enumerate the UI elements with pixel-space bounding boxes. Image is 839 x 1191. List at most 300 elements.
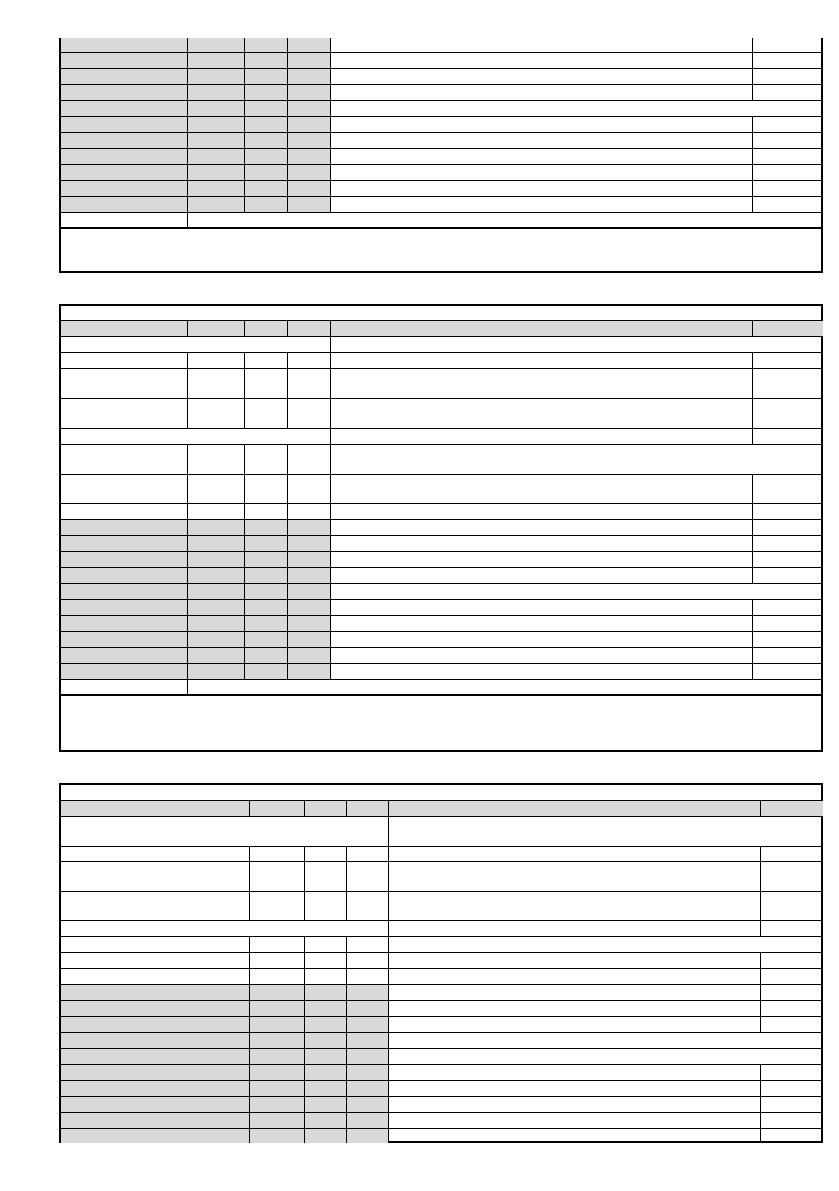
table-cell	[331, 504, 753, 519]
table-cell	[61, 504, 188, 519]
table-row	[61, 337, 821, 353]
table-notes	[61, 229, 821, 271]
table-cell	[245, 399, 288, 428]
table-cell	[188, 149, 245, 164]
table-row	[61, 399, 821, 429]
table-cell	[753, 399, 823, 428]
table-row	[61, 445, 821, 475]
table-cell	[188, 213, 823, 227]
table-row	[61, 475, 821, 504]
table-cell	[389, 937, 823, 952]
table-row	[61, 353, 821, 369]
table-cell	[753, 648, 823, 663]
table-cell	[288, 38, 331, 52]
table-cell	[61, 69, 188, 84]
table-cell	[761, 862, 823, 891]
table-cell	[761, 1017, 823, 1032]
table-cell	[761, 1113, 823, 1128]
table-cell	[761, 969, 823, 984]
table-cell	[61, 616, 188, 631]
table-cell	[188, 568, 245, 583]
table-cell	[61, 353, 188, 368]
table-cell	[188, 85, 245, 100]
table-cell	[288, 165, 331, 180]
table-row	[61, 85, 821, 101]
table-cell	[188, 475, 245, 503]
table-cell	[753, 552, 823, 567]
table-cell	[331, 445, 823, 474]
table-notes	[61, 696, 821, 750]
table-cell	[61, 53, 188, 68]
table-cell	[389, 817, 823, 846]
table-cell	[250, 937, 305, 952]
table-cell	[188, 536, 245, 551]
table-cell	[61, 817, 389, 846]
table-cell	[188, 552, 245, 567]
table-cell	[61, 197, 188, 212]
table-cell	[761, 921, 823, 936]
table-cell	[347, 1049, 389, 1064]
table-cell	[245, 38, 288, 52]
table-cell	[331, 321, 753, 336]
table-cell	[305, 892, 347, 920]
table-cell	[188, 321, 245, 336]
table-cell	[331, 197, 753, 212]
table-cell	[188, 38, 245, 52]
table-cell	[188, 616, 245, 631]
table-cell	[331, 616, 753, 631]
table-cell	[389, 1113, 761, 1128]
table-row	[61, 921, 821, 937]
table-cell	[61, 953, 250, 968]
table-cell	[250, 1065, 305, 1080]
table-cell	[250, 892, 305, 920]
table-cell	[61, 664, 188, 679]
table-cell	[761, 953, 823, 968]
table-cell	[288, 69, 331, 84]
table-row	[61, 181, 821, 197]
table-cell	[61, 552, 188, 567]
table-row	[61, 504, 821, 520]
table-row	[61, 117, 821, 133]
table-cell	[188, 117, 245, 132]
table-cell	[61, 1097, 250, 1112]
table-row	[61, 664, 821, 680]
table-cell	[245, 584, 288, 599]
table-row	[61, 536, 821, 552]
table-row	[61, 568, 821, 584]
table-cell	[288, 600, 331, 615]
table-cell	[305, 1081, 347, 1096]
table-cell	[305, 1097, 347, 1112]
table-cell	[753, 520, 823, 535]
table-cell	[389, 969, 761, 984]
table-cell	[331, 53, 753, 68]
table-row	[61, 101, 821, 117]
table-row	[61, 953, 821, 969]
table-cell	[347, 801, 389, 816]
table-cell	[305, 862, 347, 891]
table-cell	[331, 101, 823, 116]
table-cell	[245, 445, 288, 474]
table-cell	[188, 353, 245, 368]
table-cell	[61, 1129, 250, 1143]
table-cell	[347, 953, 389, 968]
table-cell	[347, 847, 389, 861]
table-cell	[245, 101, 288, 116]
table-cell	[389, 953, 761, 968]
table-cell	[288, 101, 331, 116]
table-cell	[61, 181, 188, 196]
table-cell	[305, 953, 347, 968]
table-cell	[761, 1097, 823, 1112]
table-cell	[753, 53, 823, 68]
table-cell	[761, 847, 823, 861]
table-cell	[61, 337, 331, 352]
table-cell	[61, 101, 188, 116]
table-cell	[245, 520, 288, 535]
table-cell	[250, 1129, 305, 1143]
table-header-row	[61, 321, 821, 337]
table-cell	[61, 85, 188, 100]
table-cell	[61, 536, 188, 551]
table-cell	[61, 1065, 250, 1080]
table-cell	[288, 369, 331, 398]
table-cell	[389, 847, 761, 861]
table-cell	[389, 1049, 823, 1064]
table-cell	[245, 369, 288, 398]
table-cell	[288, 321, 331, 336]
table-cell	[288, 445, 331, 474]
table-cell	[331, 353, 753, 368]
table-cell	[188, 664, 245, 679]
table-cell	[188, 399, 245, 428]
table-cell	[761, 1001, 823, 1016]
table-row	[61, 69, 821, 85]
table-cell	[61, 445, 188, 474]
table-cell	[753, 85, 823, 100]
table-cell	[188, 181, 245, 196]
table-cell	[288, 133, 331, 148]
table-cell	[389, 985, 761, 1000]
table-row	[61, 1065, 821, 1081]
table-cell	[305, 985, 347, 1000]
table-cell	[288, 584, 331, 599]
table-cell	[389, 862, 761, 891]
table-cell	[753, 197, 823, 212]
table-row	[61, 969, 821, 985]
table-header-row	[61, 801, 821, 817]
table-cell	[61, 133, 188, 148]
table-cell	[288, 520, 331, 535]
table-row-label	[61, 680, 821, 696]
table-cell	[753, 475, 823, 503]
table-cell	[61, 937, 250, 952]
table-cell	[61, 1001, 250, 1016]
table-cell	[245, 197, 288, 212]
table-cell	[288, 536, 331, 551]
table-1	[59, 38, 823, 273]
table-cell	[331, 399, 753, 428]
table-cell	[288, 53, 331, 68]
table-cell	[347, 1065, 389, 1080]
table-row	[61, 53, 821, 69]
table-cell	[389, 1001, 761, 1016]
table-cell	[331, 584, 823, 599]
table-cell	[347, 969, 389, 984]
table-cell	[61, 165, 188, 180]
table-cell	[61, 632, 188, 647]
table-row	[61, 616, 821, 632]
table-cell	[250, 1017, 305, 1032]
table-cell	[245, 568, 288, 583]
table-cell	[188, 101, 245, 116]
table-cell	[61, 1049, 250, 1064]
table-cell	[61, 584, 188, 599]
table-cell	[61, 969, 250, 984]
table-cell	[61, 399, 188, 428]
table-cell	[245, 552, 288, 567]
table-cell	[250, 969, 305, 984]
table-row	[61, 1001, 821, 1017]
table-cell	[347, 862, 389, 891]
table-3	[59, 783, 823, 1143]
table-cell	[288, 181, 331, 196]
table-cell	[753, 616, 823, 631]
table-cell	[245, 475, 288, 503]
table-cell	[288, 475, 331, 503]
table-cell	[761, 1129, 823, 1143]
table-cell	[250, 847, 305, 861]
table-title-row	[61, 785, 821, 801]
table-cell	[389, 1129, 761, 1143]
table-cell	[761, 801, 823, 816]
table-cell	[389, 1017, 761, 1032]
table-row	[61, 1049, 821, 1065]
table-cell	[761, 1065, 823, 1080]
table-cell	[288, 149, 331, 164]
table-cell	[288, 399, 331, 428]
table-row	[61, 552, 821, 568]
table-cell	[305, 801, 347, 816]
table-cell	[347, 1001, 389, 1016]
table-cell	[288, 85, 331, 100]
table-cell	[250, 985, 305, 1000]
table-cell	[61, 520, 188, 535]
table-cell	[245, 117, 288, 132]
table-cell	[331, 133, 753, 148]
table-cell	[188, 69, 245, 84]
table-cell	[245, 69, 288, 84]
table-cell	[347, 1081, 389, 1096]
table-row	[61, 165, 821, 181]
table-cell	[753, 536, 823, 551]
table-cell	[61, 847, 250, 861]
table-cell	[188, 600, 245, 615]
table-cell	[61, 985, 250, 1000]
table-cell	[288, 664, 331, 679]
table-cell	[188, 648, 245, 663]
table-cell	[753, 149, 823, 164]
table-row	[61, 1113, 821, 1129]
table-cell	[245, 600, 288, 615]
table-cell	[305, 1001, 347, 1016]
table-row	[61, 1033, 821, 1049]
table-cell	[753, 568, 823, 583]
table-cell	[288, 504, 331, 519]
table-cell	[331, 552, 753, 567]
table-cell	[753, 504, 823, 519]
table-cell	[250, 1033, 305, 1048]
table-cell	[331, 165, 753, 180]
table-cell	[61, 369, 188, 398]
table-2-notes	[61, 696, 821, 704]
table-2-header	[61, 306, 821, 310]
table-cell	[389, 1033, 823, 1048]
table-cell	[245, 664, 288, 679]
table-cell	[245, 632, 288, 647]
table-row	[61, 1129, 821, 1143]
table-cell	[331, 568, 753, 583]
table-cell	[389, 921, 761, 936]
table-cell	[753, 38, 823, 52]
table-cell	[61, 117, 188, 132]
table-row	[61, 429, 821, 445]
table-cell	[305, 969, 347, 984]
table-cell	[288, 117, 331, 132]
table-cell	[250, 1097, 305, 1112]
table-cell	[753, 632, 823, 647]
table-cell	[331, 149, 753, 164]
table-cell	[305, 1065, 347, 1080]
table-row-label	[61, 213, 821, 229]
table-cell	[761, 985, 823, 1000]
table-cell	[245, 648, 288, 663]
table-cell	[288, 648, 331, 663]
table-cell	[61, 1033, 250, 1048]
table-cell	[188, 520, 245, 535]
table-cell	[250, 1081, 305, 1096]
table-cell	[188, 504, 245, 519]
table-cell	[245, 85, 288, 100]
table-cell	[331, 536, 753, 551]
table-cell	[61, 921, 389, 936]
table-cell	[61, 475, 188, 503]
table-row	[61, 862, 821, 892]
table-cell	[347, 985, 389, 1000]
table-cell	[305, 937, 347, 952]
table-cell	[331, 369, 753, 398]
table-cell	[245, 504, 288, 519]
table-cell	[753, 165, 823, 180]
table-cell	[331, 664, 753, 679]
table-row	[61, 369, 821, 399]
table-cell	[305, 1017, 347, 1032]
table-title-row	[61, 306, 821, 321]
table-2	[59, 304, 823, 752]
table-cell	[245, 149, 288, 164]
table-cell	[61, 600, 188, 615]
table-cell	[61, 1113, 250, 1128]
table-cell	[331, 600, 753, 615]
table-cell	[188, 53, 245, 68]
table-cell	[347, 1113, 389, 1128]
table-cell	[331, 117, 753, 132]
table-cell	[61, 149, 188, 164]
table-cell	[347, 1129, 389, 1143]
table-cell	[331, 181, 753, 196]
table-cell	[288, 353, 331, 368]
table-cell	[288, 552, 331, 567]
table-row	[61, 985, 821, 1001]
table-cell	[753, 321, 823, 336]
table-cell	[331, 520, 753, 535]
table-cell	[61, 892, 250, 920]
table-cell	[245, 53, 288, 68]
table-cell	[245, 616, 288, 631]
table-row	[61, 1097, 821, 1113]
table-cell	[389, 1097, 761, 1112]
table-cell	[389, 1065, 761, 1080]
table-3-header	[61, 785, 821, 789]
table-cell	[753, 600, 823, 615]
table-cell	[389, 1081, 761, 1096]
table-cell	[753, 369, 823, 398]
table-cell	[250, 862, 305, 891]
table-cell	[61, 648, 188, 663]
table-cell	[347, 937, 389, 952]
table-cell	[245, 353, 288, 368]
table-row	[61, 197, 821, 213]
table-cell	[347, 1033, 389, 1048]
table-cell	[250, 1113, 305, 1128]
table-cell	[331, 648, 753, 663]
table-row	[61, 1081, 821, 1097]
table-cell	[250, 953, 305, 968]
table-cell	[245, 133, 288, 148]
table-cell	[305, 1049, 347, 1064]
table-cell	[305, 1129, 347, 1143]
table-cell	[188, 165, 245, 180]
table-cell	[245, 321, 288, 336]
table-cell	[305, 847, 347, 861]
table-cell	[331, 69, 753, 84]
table-cell	[761, 892, 823, 920]
table-1-notes	[61, 229, 821, 237]
table-row	[61, 648, 821, 664]
table-cell	[61, 429, 331, 444]
table-cell	[331, 337, 823, 352]
table-cell	[188, 197, 245, 212]
table-cell	[347, 1097, 389, 1112]
table-cell	[288, 632, 331, 647]
table-row	[61, 520, 821, 536]
table-cell	[250, 1049, 305, 1064]
table-cell	[753, 664, 823, 679]
table-cell	[753, 353, 823, 368]
table-row	[61, 600, 821, 616]
table-cell	[188, 445, 245, 474]
table-cell	[245, 165, 288, 180]
table-cell	[753, 69, 823, 84]
table-cell	[389, 892, 761, 920]
table-cell	[347, 1017, 389, 1032]
table-cell	[61, 213, 188, 227]
table-row	[61, 817, 821, 847]
table-cell	[250, 1001, 305, 1016]
table-cell	[305, 1033, 347, 1048]
table-row	[61, 632, 821, 648]
